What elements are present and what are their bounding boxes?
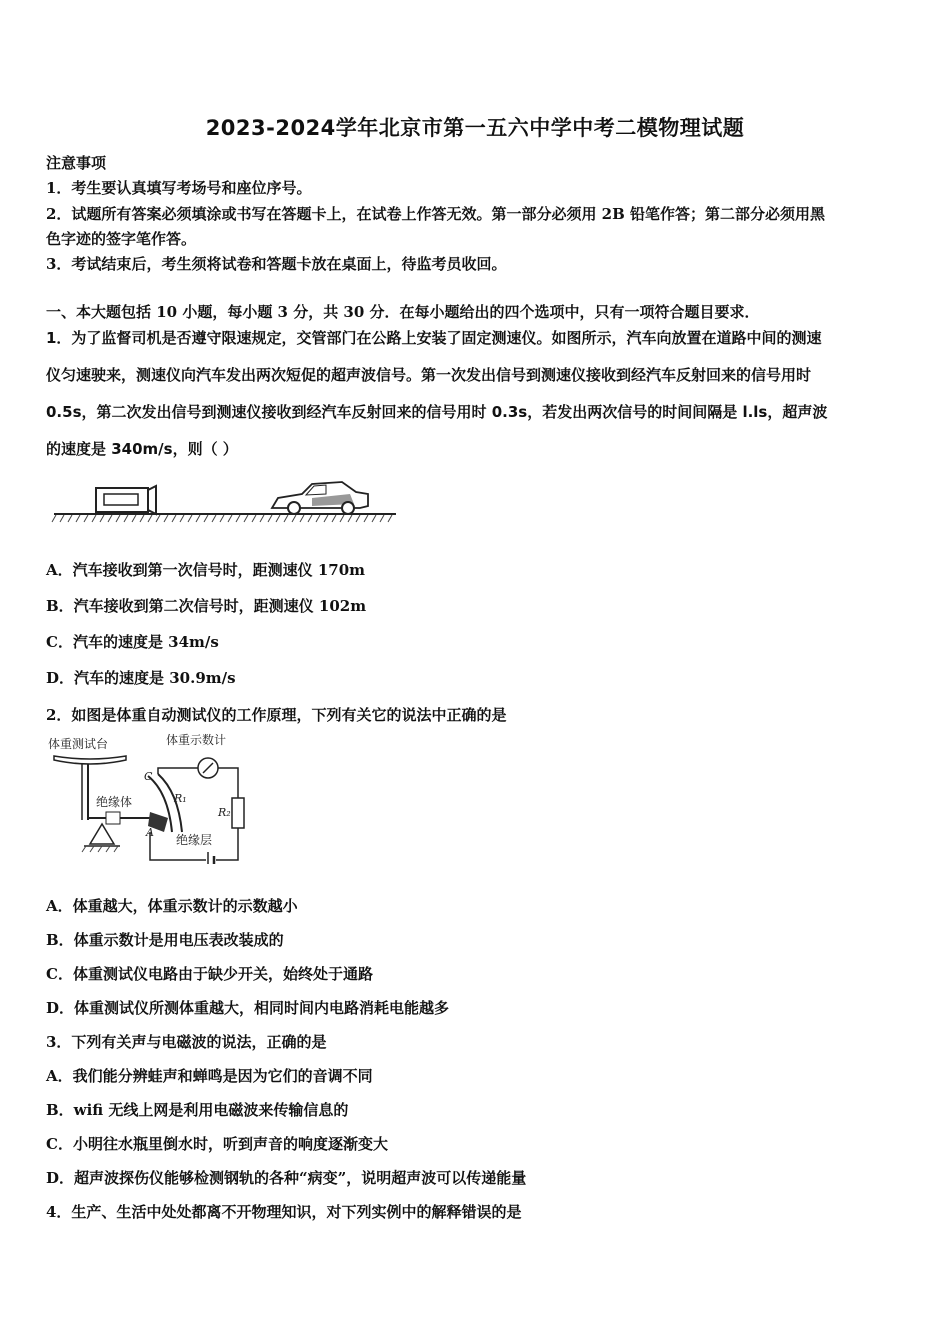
- q2-figure: [46, 732, 246, 864]
- q3-option-d[interactable]: D．超声波探伤仪能够检测钢轨的各种“病变”，说明超声波可以传递能量: [46, 1169, 527, 1187]
- r2-label: R₂: [218, 806, 231, 819]
- q3-option-c[interactable]: C．小明往水瓶里倒水时，听到声音的响度逐渐变大: [46, 1135, 388, 1153]
- point-a-label: A: [146, 826, 154, 839]
- section-heading: 一、本大题包括 10 小题，每小题 3 分，共 30 分．在每小题给出的四个选项中，只有一项符合题目要求．: [46, 303, 760, 321]
- notice-item: 3．考试结束后，考生须将试卷和答题卡放在桌面上，待监考员收回。: [46, 255, 507, 273]
- q1-stem-line: 0.5s，第二次发出信号到测速仪接收到经汽车反射回来的信号用时 0.3s，若发出两次信号的时间间隔是 l.ls，超声波: [46, 403, 828, 421]
- speed-gun-icon: [96, 486, 156, 514]
- q1-option-d[interactable]: D．汽车的速度是 30.9m/s: [46, 669, 236, 687]
- pivot-support: [82, 824, 120, 852]
- road-surface: [52, 514, 396, 522]
- weighing-platform: [54, 756, 150, 824]
- q3-option-b[interactable]: B．wifi 无线上网是利用电磁波来传输信息的: [46, 1101, 349, 1119]
- resistor-r2-icon: [232, 798, 244, 828]
- r1-label: R₁: [174, 792, 187, 805]
- battery-icon: [208, 852, 214, 864]
- q1-stem-line: 的速度是 340m/s，则（ ）: [46, 440, 238, 458]
- meter-label: 体重示数计: [166, 733, 227, 747]
- notice-item: 色字迹的签字笔作答。: [46, 230, 197, 248]
- insulating-layer-label: 绝缘层: [176, 833, 213, 847]
- q1-option-a[interactable]: A．汽车接收到第一次信号时，距测速仪 170m: [46, 561, 366, 579]
- insulator-label: 绝缘体: [96, 795, 133, 809]
- page-title: 2023-2024学年北京市第一五六中学中考二模物理试题: [205, 116, 745, 140]
- car-icon: [272, 482, 368, 514]
- q2-option-a[interactable]: A．体重越大，体重示数计的示数越小: [46, 897, 298, 915]
- q3-stem: 3．下列有关声与电磁波的说法，正确的是: [46, 1033, 327, 1051]
- point-c-label: C: [144, 770, 153, 783]
- platform-label: 体重测试台: [48, 737, 109, 751]
- q2-stem: 2．如图是体重自动测试仪的工作原理，下列有关它的说法中正确的是: [46, 706, 507, 724]
- q2-option-d[interactable]: D．体重测试仪所测体重越大，相同时间内电路消耗电能越多: [46, 999, 450, 1017]
- notice-item: 2．试题所有答案必须填涂或书写在答题卡上，在试卷上作答无效。第一部分必须用 2B 铅笔作答；第二部分必须用黑: [46, 205, 826, 223]
- q1-figure: [50, 470, 400, 526]
- notice-heading: 注意事项: [46, 154, 107, 172]
- q1-stem-line: 仪匀速驶来，测速仪向汽车发出两次短促的超声波信号。第一次发出信号到测速仪接收到经汽车反射回来的信号用时: [46, 366, 812, 384]
- q4-stem: 4．生产、生活中处处都离不开物理知识，对下列实例中的解释错误的是: [46, 1203, 522, 1221]
- meter-gauge-icon: [198, 758, 218, 778]
- q2-option-c[interactable]: C．体重测试仪电路由于缺少开关，始终处于通路: [46, 965, 373, 983]
- q2-option-b[interactable]: B．体重示数计是用电压表改装成的: [46, 931, 284, 949]
- notice-item: 1．考生要认真填写考场号和座位序号。: [46, 179, 312, 197]
- q1-option-c[interactable]: C．汽车的速度是 34m/s: [46, 633, 219, 651]
- q3-option-a[interactable]: A．我们能分辨蛙声和蝉鸣是因为它们的音调不同: [46, 1067, 373, 1085]
- q1-option-b[interactable]: B．汽车接收到第二次信号时，距测速仪 102m: [46, 597, 367, 615]
- q1-stem-line: 1．为了监督司机是否遵守限速规定，交管部门在公路上安装了固定测速仪。如图所示，汽车向放置在道路中间的测速: [46, 329, 822, 347]
